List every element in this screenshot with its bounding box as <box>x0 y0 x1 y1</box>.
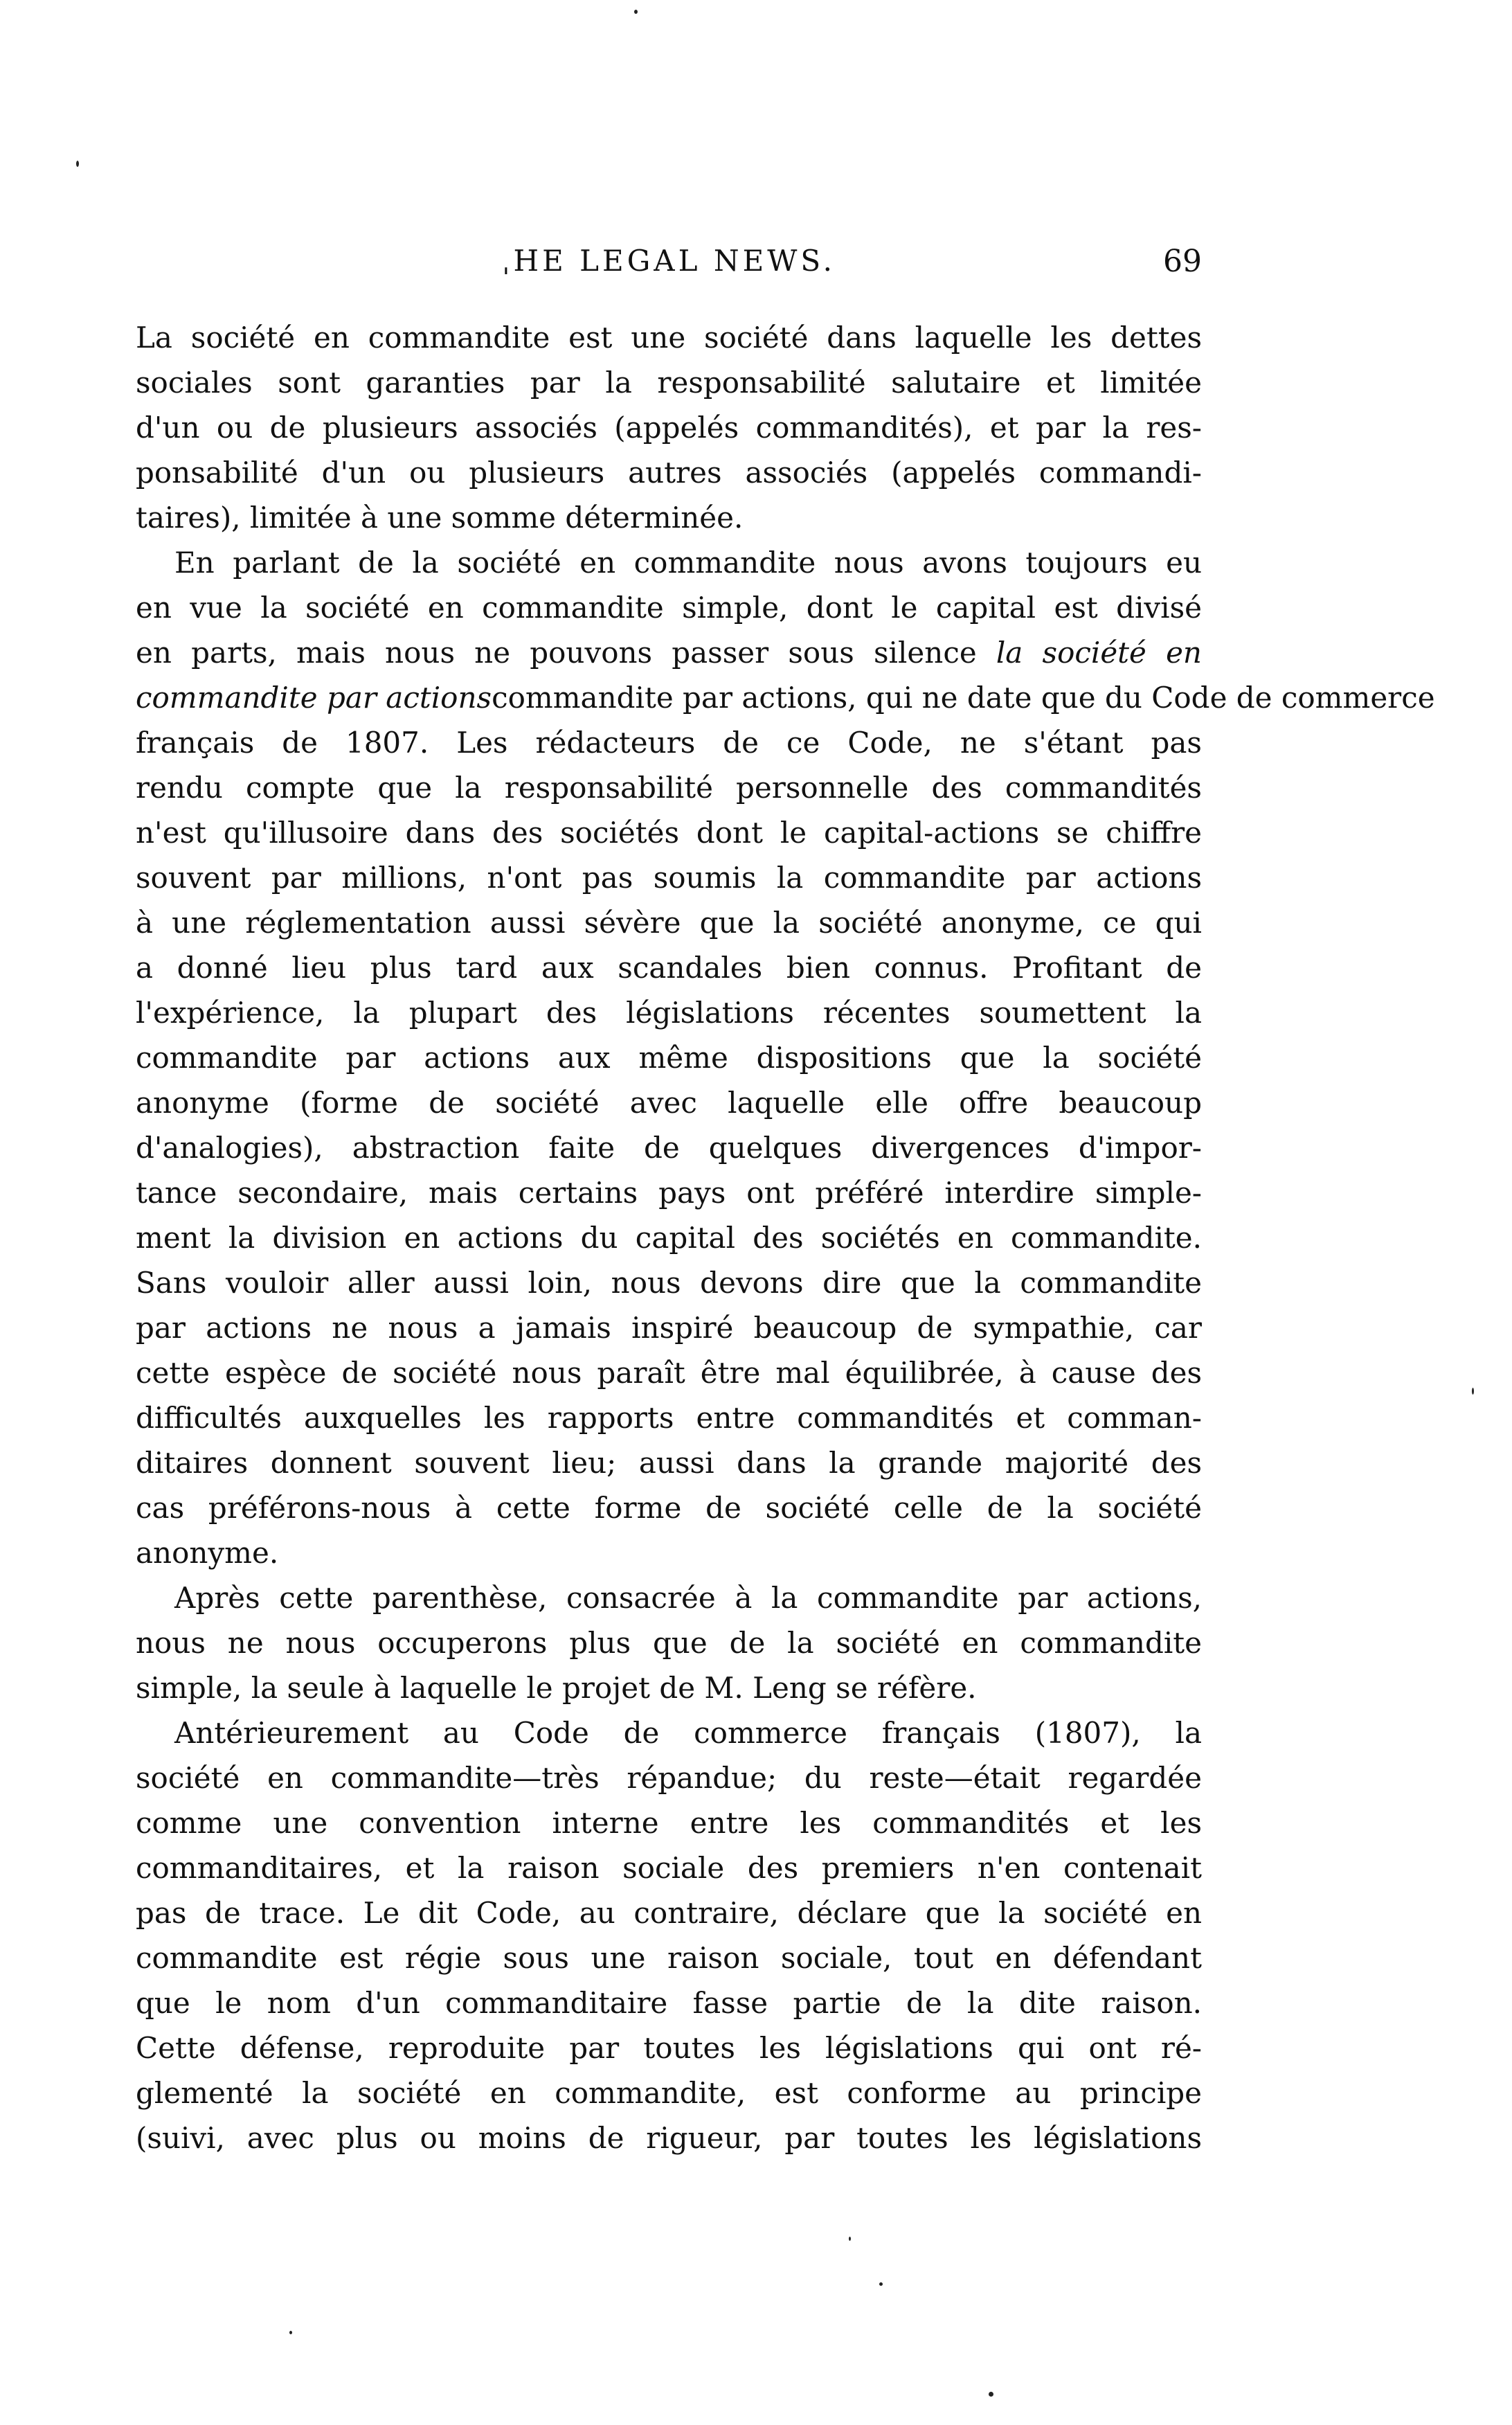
text-line: n'est qu'illusoire dans des sociétés dont le capital-actions se chiffre <box>136 816 1202 850</box>
text-line: société en commandite—très répandue; du reste—était regardée <box>136 1761 1202 1795</box>
text-line: En parlant de la société en commandite nous avons toujours eu <box>174 546 1202 580</box>
text-line: ponsabilité d'un ou plusieurs autres associés (appelés commandi- <box>136 456 1202 490</box>
text-line: ditaires donnent souvent lieu; aussi dans la grande majorité des <box>136 1446 1202 1480</box>
text-line: que le nom d'un commanditaire fasse partie de la dite raison. <box>136 1986 1202 2020</box>
paragraph-3 <box>136 1575 1202 1710</box>
scan-speck <box>76 161 79 167</box>
scan-speck <box>879 2282 883 2286</box>
text-line: Après cette parenthèse, consacrée à la commandite par actions, <box>174 1581 1202 1615</box>
text-line: comme une convention interne entre les commandités et les <box>136 1806 1202 1840</box>
text-line: ment la division en actions du capital des sociétés en commandite. <box>136 1221 1202 1255</box>
text-line: nous ne nous occuperons plus que de la société en commandite <box>136 1626 1202 1660</box>
text-line: simple, la seule à laquelle le projet de M. Leng se réfère. <box>136 1671 977 1705</box>
text-line: pas de trace. Le dit Code, au contraire, déclare que la société en <box>136 1896 1202 1930</box>
text-line: anonyme (forme de société avec laquelle elle offre beaucoup <box>136 1086 1202 1120</box>
text-line: en vue la société en commandite simple, dont le capital est divisé <box>136 591 1202 625</box>
text-line: français de 1807. Les rédacteurs de ce Code, ne s'étant pas <box>136 726 1202 760</box>
text-line: d'analogies), abstraction faite de quelques divergences d'impor- <box>136 1131 1202 1165</box>
text-line: glementé la société en commandite, est conforme au principe <box>136 2076 1202 2110</box>
text-line: par actions ne nous a jamais inspiré beaucoup de sympathie, car <box>136 1311 1202 1345</box>
text-line: d'un ou de plusieurs associés (appelés commandités), et par la res- <box>136 411 1202 445</box>
text-line: souvent par millions, n'ont pas soumis la commandite par actions <box>136 861 1202 895</box>
text-line: La société en commandite est une société dans laquelle les dettes <box>136 321 1202 355</box>
text-line: à une réglementation aussi sévère que la société anonyme, ce qui <box>136 906 1202 940</box>
body-text <box>136 315 1435 2160</box>
italic-phrase: la société en <box>996 636 1202 670</box>
scan-speck <box>989 2392 993 2397</box>
text-line: commandite par actions aux même dispositions que la société <box>136 1041 1202 1075</box>
text-line: commanditaires, et la raison sociale des premiers n'en contenait <box>136 1851 1202 1885</box>
text-segment: commandite par actions, qui ne date que du Code de commerce <box>492 681 1435 715</box>
text-segment: en parts, mais nous ne pouvons passer sous silence <box>136 636 977 670</box>
text-line: difficultés auxquelles les rapports entre commandités et comman- <box>136 1401 1202 1435</box>
paragraph-4 <box>136 1710 1202 2160</box>
text-line <box>136 675 1435 720</box>
text-line: l'expérience, la plupart des législations récentes soumettent la <box>136 996 1202 1030</box>
text-line: Cette défense, reproduite par toutes les législations qui ont ré- <box>136 2031 1202 2065</box>
text-line: anonyme. <box>136 1536 279 1570</box>
paragraph-2 <box>136 540 1435 1575</box>
text-line: sociales sont garanties par la responsabilité salutaire et limitée <box>136 366 1202 400</box>
text-line: cas préférons-nous à cette forme de société celle de la société <box>136 1491 1202 1525</box>
page-header <box>136 244 1202 292</box>
scan-speck <box>289 2331 292 2334</box>
text-line: (suivi, avec plus ou moins de rigueur, par toutes les législations <box>136 2121 1202 2155</box>
text-line: cette espèce de société nous paraît être mal équilibrée, à cause des <box>136 1356 1202 1390</box>
text-line: commandite est régie sous une raison sociale, tout en défendant <box>136 1941 1202 1975</box>
text-line: tance secondaire, mais certains pays ont préféré interdire simple- <box>136 1176 1202 1210</box>
text-line: taires), limitée à une somme déterminée. <box>136 501 744 535</box>
running-title: ˌHE LEGAL NEWS. <box>501 244 836 278</box>
text-line <box>136 630 1202 675</box>
text-line: Antérieurement au Code de commerce français (1807), la <box>174 1716 1202 1750</box>
paragraph-1 <box>136 315 1202 540</box>
text-line: a donné lieu plus tard aux scandales bien connus. Profitant de <box>136 951 1202 985</box>
scan-speck <box>1472 1388 1474 1395</box>
text-line: rendu compte que la responsabilité personnelle des commandités <box>136 771 1202 805</box>
text-line: Sans vouloir aller aussi loin, nous devons dire que la commandite <box>136 1266 1202 1300</box>
page-number: 69 <box>1163 244 1202 279</box>
scan-speck <box>634 10 638 14</box>
scan-speck <box>849 2237 851 2241</box>
italic-phrase: commandite par actions <box>136 681 492 715</box>
